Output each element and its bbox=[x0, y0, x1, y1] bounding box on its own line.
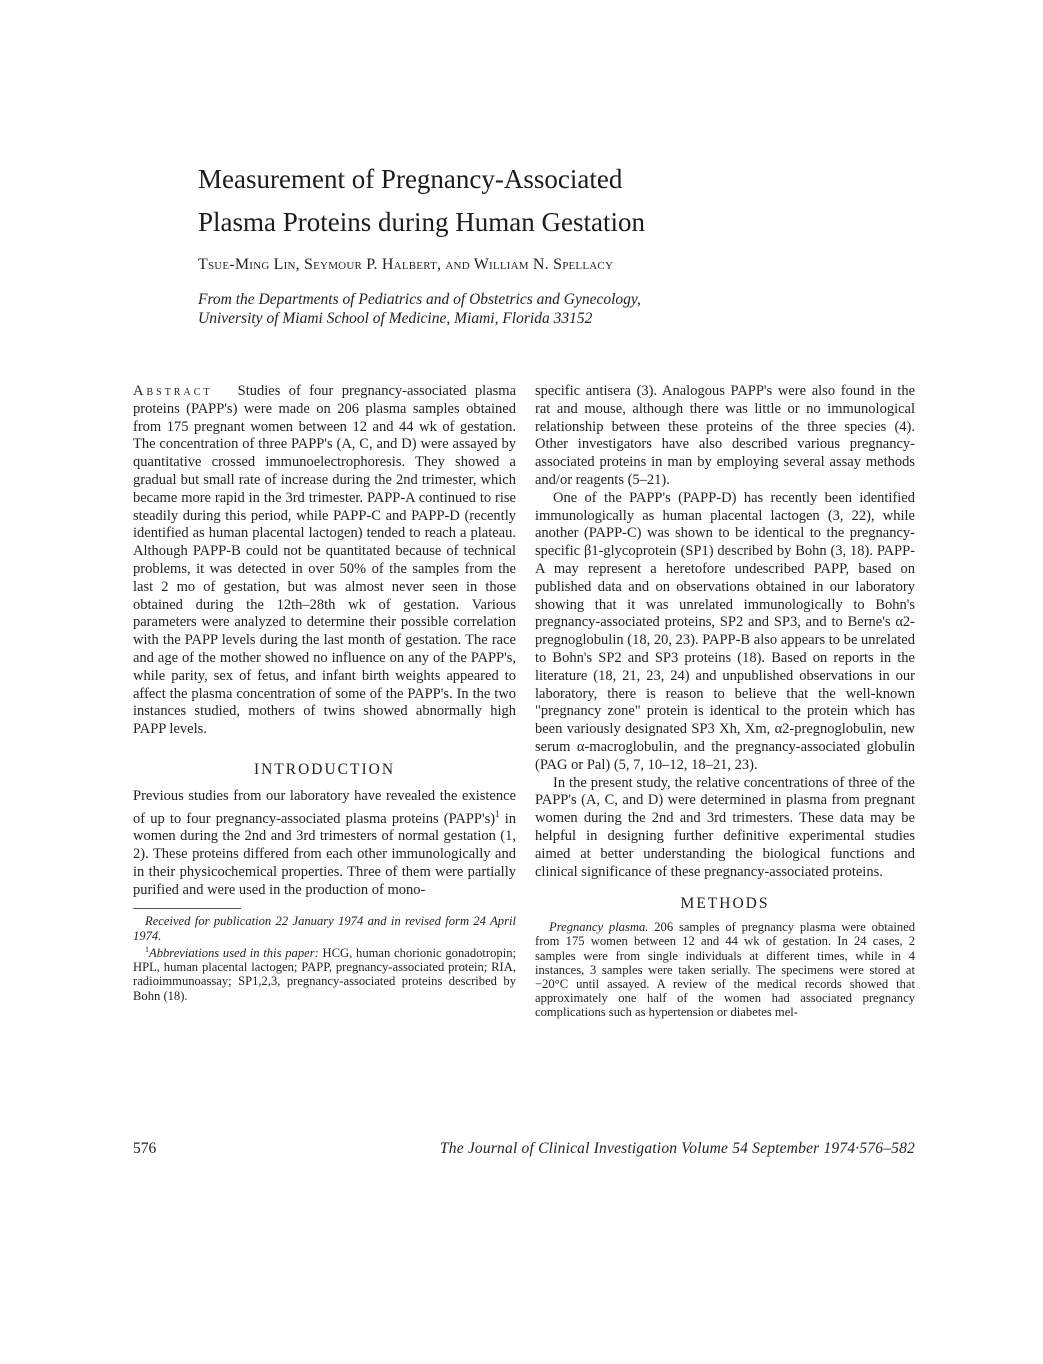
abstract-label: Abstract bbox=[133, 383, 213, 399]
methods-subhead: Pregnancy plasma. bbox=[549, 920, 649, 935]
intro-continued-paragraph: specific antisera (3). Analogous PAPP's were also found in the rat and mouse, although there was little or no immunological relationship between these proteins of the three species (4). Other investigators have also described various pregnancy-associated proteins in man by employing several assay methods and/or reagents (5–21). bbox=[535, 383, 915, 488]
author-list: Tsue-Ming Lin, Seymour P. Halbert, and William N. Spellacy bbox=[198, 256, 614, 273]
footnote-divider bbox=[133, 908, 241, 909]
footnote-marker: 1 bbox=[495, 808, 500, 819]
methods-body bbox=[535, 920, 915, 1019]
present-study-paragraph: In the present study, the relative concentrations of three of the PAPP's (A, C, and D) were determined in plasma from pregnant women during the 2nd and 3rd trimesters. These data may be helpful in designing further definitive experimental studies aimed at better understanding the biological functions and clinical significance of these pregnancy-associated proteins. bbox=[535, 774, 915, 880]
methods-heading: METHODS bbox=[680, 895, 770, 913]
right-column bbox=[535, 383, 915, 1020]
papp-identification-paragraph: One of the PAPP's (PAPP-D) has recently been identified immunologically as human placental lactogen (3, 22), while another (PAPP-C) was shown to be identical to the pregnancy-specific β1-glycoprotein (SP1) described by Bohn (3, 18). PAPP-A may represent a heretofore undescribed PAPP, based on published data and on observations obtained in our laboratory showing that it was unrelated immunologically to Bohn's pregnancy-associated proteins, SP2 and SP3, and to Berne's α2-pregnoglobulin (18, 20, 23). PAPP-B also appears to be unrelated to Bohn's SP2 and SP3 proteins (18). Based on reports in the literature (18, 21, 23, 24) and unpublished observations in our laboratory, there is reason to believe that the well-known "pregnancy zone" protein is identical to the protein which has been variously designated SP3 Xh, Xm, α2-pregnoglobulin, new serum α-macroglobulin, and the pregnancy-associated globulin (PAG or Pal) (5, 7, 10–12, 18–21, 23). bbox=[535, 489, 915, 773]
affiliation-line-2: University of Miami School of Medicine, Miami, Florida 33152 bbox=[198, 310, 593, 327]
abbreviations-note: $^1$Abbreviations used in this paper: HCG, human chorionic gonadotropin; HPL, human placental lactogen; PAPP, pregnancy-associated protein; RIA, radioimmunoassay; SP1,2,3, pregnancy-associated proteins described by Bohn (18). bbox=[133, 944, 517, 1003]
introduction-heading: INTRODUCTION bbox=[253, 760, 396, 778]
affiliation bbox=[198, 290, 918, 328]
introduction-paragraph: Previous studies from our laboratory have revealed the existence of up to four pregnancy-associated plasma proteins (PAPP's)$^1$ in women during the 2nd and 3rd trimesters of normal gestation (1, 2). These proteins differed from each other immunologically and in their physicochemical properties. Three of them were partially purified and were used in the production of mono- bbox=[133, 787, 516, 898]
received-note: Received for publication 22 January 1974 and in revised form 24 April 1974. bbox=[133, 914, 516, 943]
methods-paragraph: Pregnancy plasma. 206 samples of pregnancy plasma were obtained from 175 women between 12 and 44 wk of gestation. In 24 cases, 2 samples were from single individuals at different times, while in 4 instances, 3 samples were taken serially. The specimens were stored at −20°C until assayed. A review of the medical records showed that approximately one half of the women had associated pregnancy complications such as hypertension or diabetes mel- bbox=[535, 920, 916, 1020]
abstract-paragraph bbox=[133, 383, 516, 739]
article-title bbox=[198, 158, 918, 244]
title-line-1: Measurement of Pregnancy-Associated bbox=[198, 164, 623, 194]
left-column bbox=[133, 383, 516, 1003]
page-number: 576 bbox=[133, 1140, 157, 1157]
footnotes bbox=[133, 914, 516, 1002]
abstract-text: Studies of four pregnancy-associated plasma proteins (PAPP's) were made on 206 plasma samples obtained from 175 pregnant women between 12 and 44 wk of gestation. The concentration of three PAPP's (A, C, and D) were assayed by quantitative crossed immunoelectrophoresis. They showed a gradual but small rate of increase during the 2nd trimester, which became more rapid in the 3rd trimester. PAPP-A continued to rise steadily during this period, while PAPP-C and PAPP-D (recently identified as human placental lactogen) tended to reach a plateau. Although PAPP-B could not be quantitated because of technical problems, it was detected in over 50% of the samples from the last 2 mo of gestation, but was almost never seen in those obtained during the 12th–28th wk of gestation. Various parameters were analyzed to determine their possible correlation with the PAPP levels during the last month of gestation. The race and age of the mother showed no influence on any of the PAPP's, while parity, sex of fetus, and infant birth weights appeared to affect the plasma concentration of some of the PAPP's. In the two instances studied, mothers of twins showed abnormally high PAPP levels. bbox=[133, 383, 517, 738]
journal-citation: The Journal of Clinical Investigation Volume 54 September 1974·576–582 bbox=[439, 1140, 915, 1157]
title-line-2: Plasma Proteins during Human Gestation bbox=[198, 207, 645, 237]
page-footer bbox=[133, 1140, 915, 1162]
affiliation-line-1: From the Departments of Pediatrics and of Obstetrics and Gynecology, bbox=[198, 291, 641, 308]
